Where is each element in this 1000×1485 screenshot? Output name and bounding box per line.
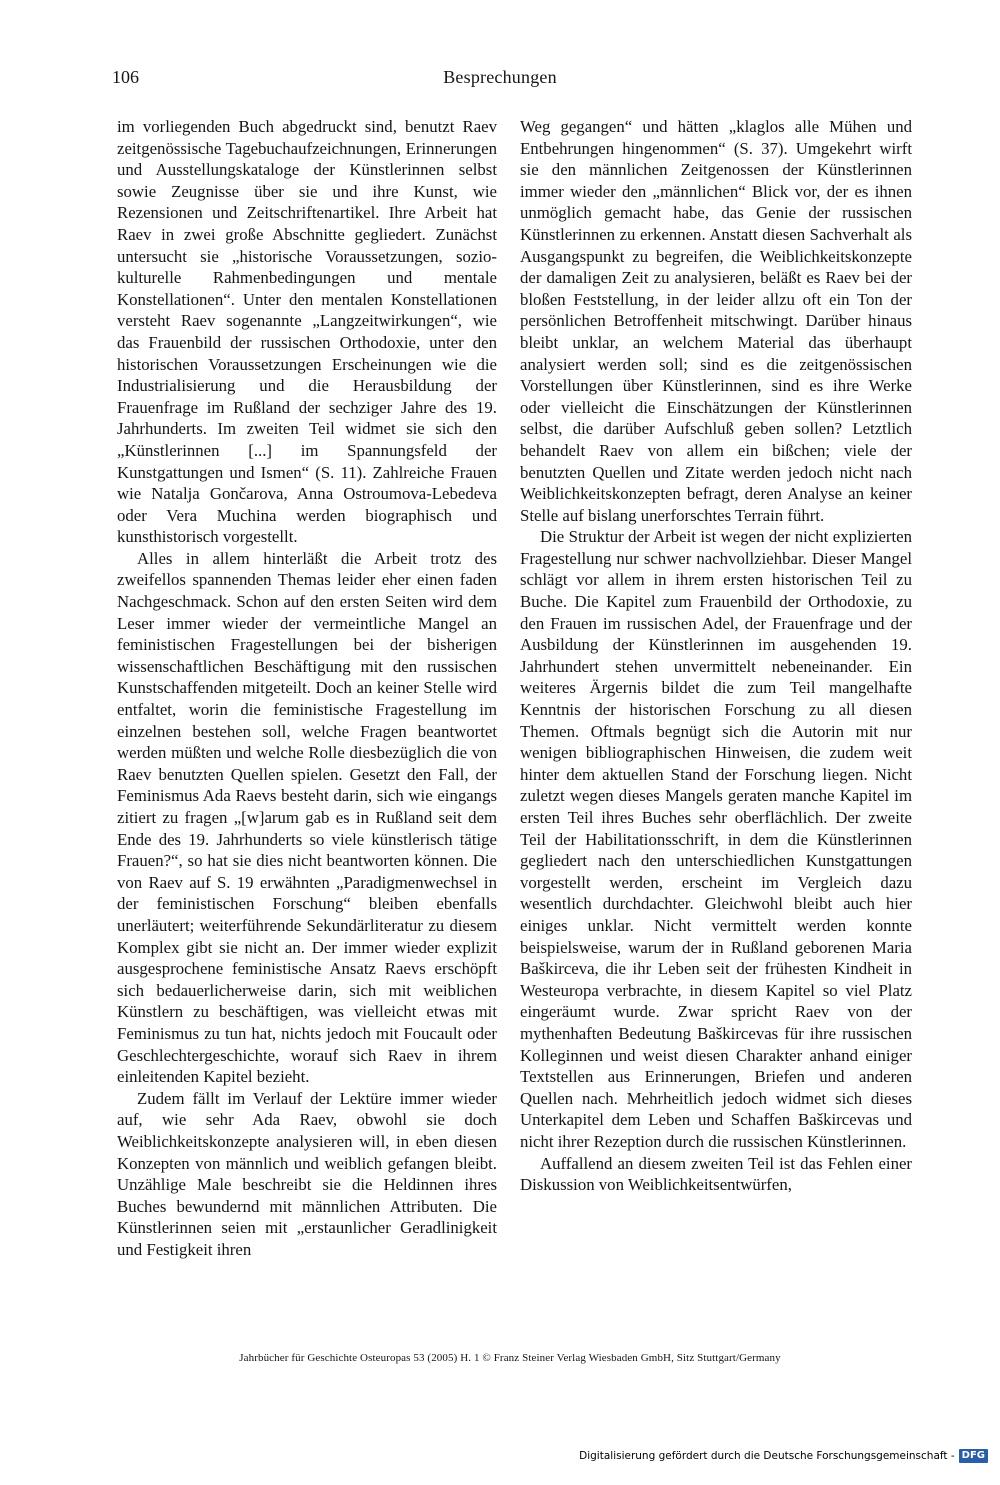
dfg-logo-icon: DFG — [959, 1449, 988, 1463]
left-paragraph-3: Zudem fällt im Verlauf der Lektüre immer wieder auf, wie sehr Ada Raev, obwohl sie doch Weiblichkeitskonzepte analysieren will, in eben diesen Konzepten von männlich und weiblich gefangen bleibt. Unzählige Male beschreibt sie die Heldinnen ihres Buches bewundernd mit männlichen Attributen. Die Künstlerinnen seien mit „erstaunlicher Geradlinigkeit und Festigkeit ihren — [117, 1088, 497, 1259]
left-paragraph-1: im vorliegenden Buch abgedruckt sind, benutzt Raev zeitgenössische Tagebuchaufzeichnungen, Erinnerungen und Ausstellungskataloge der Künstlerinnen selbst sowie Zeugnisse über sie und ihre Kunst, wie Rezensionen und Zeitschriftenartikel. Ihre Arbeit hat Raev in zwei große Abschnitte gegliedert. Zunächst untersucht sie „historische Voraussetzungen, sozio-kulturelle Rahmenbedingungen und mentale Konstellationen“. Unter den mentalen Konstellationen versteht Raev sogenannte „Langzeitwirkungen“, wie das Frauenbild der russischen Orthodoxie, unter den historischen Voraussetzungen Erscheinungen wie die Industrialisierung und die Herausbildung der Frauenfrage im Rußland der sechziger Jahre des 19. Jahrhunderts. Im zweiten Teil widmet sie sich den „Künstlerinnen [...] im Spannungsfeld der Kunstgattungen und Ismen“ (S. 11). Zahlreiche Frauen wie Natalja Gončarova, Anna Ostroumova-Lebedeva oder Vera Muchina werden biographisch und kunsthistorisch vorgestellt. — [117, 117, 497, 547]
right-paragraph-3: Auffallend an diesem zweiten Teil ist das Fehlen einer Diskussion von Weiblichkeitsentwürfen, — [520, 1153, 912, 1195]
page-number: 106 — [112, 67, 139, 87]
journal-footer-note: Jahrbücher für Geschichte Osteuropas 53 (2005) H. 1 © Franz Steiner Verlag Wiesbaden GmbH, Sitz Stuttgart/Germany — [239, 1352, 781, 1364]
left-paragraph-2: Alles in allem hinterläßt die Arbeit trotz des zweifellos spannenden Themas leider eher einen faden Nachgeschmack. Schon auf den ersten Seiten wird dem Leser immer wieder der vermeintliche Mangel an feministischen Fragestellungen bei der bisherigen wissenschaftlichen Beschäftigung mit den russischen Kunstschaffenden mitgeteilt. Doch an keiner Stelle wird entfaltet, worin die feministische Fragestellung im einzelnen bestehen soll, welche Fragen beantwortet werden müßten und welche Rolle diesbezüglich die von Raev benutzten Quellen spielen. Gesetzt den Fall, der Feminismus Ada Raevs besteht darin, sich wie eingangs zitiert zu fragen „[w]arum gab es in Rußland seit dem Ende des 19. Jahrhunderts so viele künstlerisch tätige Frauen?“, so hat sie dies nicht beantworten können. Die von Raev auf S. 19 erwähnten „Paradigmenwechsel in der feministischen Forschung“ bleiben ebenfalls unerläutert; weiterführende Sekundärliteratur zu diesem Komplex gibt sie nicht an. Der immer wieder explizit ausgesprochene feministische Ansatz Raevs erschöpft sich bedauerlicherweise darin, sich mit weiblichen Künstlern zu beschäftigen, was vielleicht etwas mit Feminismus zu tun hat, nichts jedoch mit Foucault oder Geschlechtergeschichte, worauf sich Raev in ihrem einleitenden Kapitel bezieht. — [117, 548, 497, 1087]
right-paragraph-2: Die Struktur der Arbeit ist wegen der nicht explizierten Fragestellung nur schwer nachvollziehbar. Dieser Mangel schlägt vor allem in ihrem ersten historischen Teil zu Buche. Die Kapitel zum Frauenbild der Orthodoxie, zu den Frauen im russischen Adel, der Frauenfrage und der Ausbildung der Künstlerinnen im ausgehenden 19. Jahrhundert stehen unvermittelt nebeneinander. Ein weiteres Ärgernis bildet die zum Teil mangelhafte Kenntnis der historischen Forschung zu all diesen Themen. Oftmals begnügt sich die Autorin mit nur wenigen bibliographischen Hinweisen, die zudem weit hinter dem aktuellen Stand der Forschung liegen. Nicht zuletzt wegen dieses Mangels geraten manche Kapitel im ersten Teil ihres Buches sehr oberflächlich. Der zweite Teil der Habilitationsschrift, in dem die Künstlerinnen gegliedert nach den unterschiedlichen Kunstgattungen vorgestellt werden, erscheint im Vergleich dazu wesentlich durchdachter. Gleichwohl bleibt auch hier einiges unklar. Nicht vermittelt werden konnte beispielsweise, warum der in Rußland geborenen Maria Baškirceva, die ihr Leben seit der frühesten Kindheit in Westeuropa verbrachte, in diesem Kapitel so viel Platz eingeräumt wurde. Zwar spricht Raev von der mythenhaften Bedeutung Baškircevas für ihre russischen Kolleginnen und weist diesen Charakter anhand einiger Textstellen aus Erinnerungen, Briefen und anderen Quellen nach. Mehrheitlich jedoch widmet sich dieses Unterkapitel dem Leben und Schaffen Baškircevas und nicht ihrer Rezeption durch die russischen Künstlerinnen. — [520, 527, 912, 1151]
digitization-credit — [579, 1449, 988, 1463]
digitization-credit-text: Digitalisierung gefördert durch die Deutsche Forschungsgemeinschaft - — [579, 1450, 955, 1462]
running-header: Besprechungen — [443, 67, 557, 87]
right-paragraph-1: Weg gegangen“ und hätten „klaglos alle Mühen und Entbehrungen hingenommen“ (S. 37). Umgekehrt wirft sie den männlichen Zeitgenossen der Künstlerinnen immer wieder den „männlichen“ Blick vor, der es ihnen unmöglich gemacht habe, das Genie der russischen Künstlerinnen zu erkennen. Anstatt diesen Sachverhalt als Ausgangspunkt zu begreifen, die Weiblichkeitskonzepte der damaligen Zeit zu analysieren, beläßt es Raev bei der bloßen Feststellung, in der leider allzu oft ein Ton der persönlichen Betroffenheit mitschwingt. Darüber hinaus bleibt unklar, an welchem Material das überhaupt analysiert werden soll; sind es die zeitgenössischen Vorstellungen über Künstlerinnen, sind es ihre Werke oder vielleicht die Einschätzungen der Künstlerinnen selbst, die darüber Aufschluß geben sollen? Letztlich behandelt Raev von allem ein bißchen; viele der benutzten Quellen und Zitate werden jedoch nicht nach Weiblichkeitskonzepten befragt, deren Analyse an keiner Stelle auf bislang unerforschtes Terrain führt. — [520, 117, 912, 525]
left-column — [117, 116, 497, 1260]
right-column — [520, 116, 912, 1196]
